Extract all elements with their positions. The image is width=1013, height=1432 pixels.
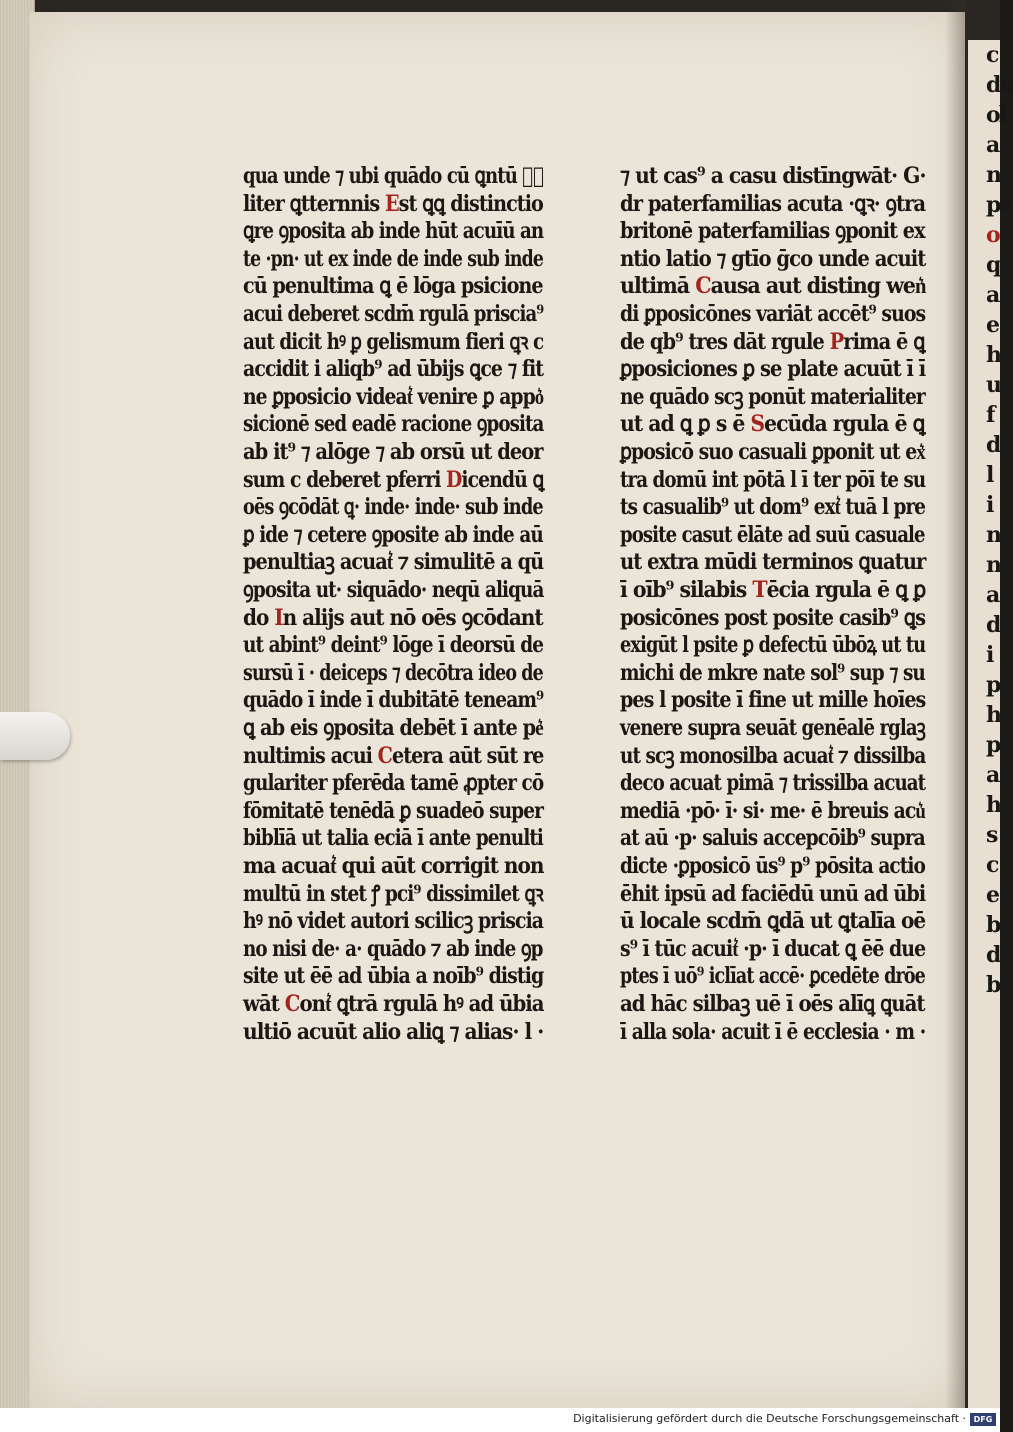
line-text: di ꝑposicōnes variāt accēt⁹ suos: [620, 301, 926, 327]
line-text: ntio latio ⁊ gtīo ḡco unde acuit: [620, 245, 926, 272]
text-line: [620, 521, 925, 549]
line-text-tail: n alijs aut nō oēs ꝯcōdant: [282, 604, 543, 631]
fragment-line: u: [986, 372, 1000, 398]
page-holder-clip: [0, 712, 70, 760]
text-line: [620, 907, 925, 935]
line-text: nultimis acui: [243, 742, 378, 769]
line-text: posicōnes post posite casib⁹ ꝗs: [620, 604, 926, 631]
fragment-line: e: [986, 882, 998, 908]
text-line: [620, 576, 925, 604]
line-text-tail: rima ē ꝗ: [843, 328, 925, 355]
text-line: [620, 355, 925, 383]
line-text: site ut ēē ad ūbia a noīb⁹ distig: [243, 963, 544, 990]
fragment-line: n: [986, 552, 1000, 578]
text-line: [620, 935, 925, 963]
text-line: [243, 1018, 543, 1046]
text-line: [243, 824, 543, 852]
line-text: ꝗre ꝯposita ab inde hūt acuīū an: [243, 218, 544, 245]
line-text-tail: st ꝗꝗ distinctio: [398, 190, 543, 217]
text-line: [620, 245, 925, 273]
line-text: ultimā: [620, 273, 696, 300]
fragment-line: p: [986, 732, 1000, 758]
fragment-line: s: [986, 822, 997, 848]
line-text: aut dicit hꝰ ꝑ gelismum fieri ꝗꝛ c: [243, 328, 544, 355]
text-line: [243, 769, 543, 797]
line-text: ma acuat͛ qui aūt corrigit non: [243, 853, 544, 879]
fragment-line: b: [986, 912, 1000, 938]
line-text: ptes ī uō⁹ iclīat accē· ꝑcedēte drōe: [620, 963, 925, 990]
line-text: biblīā ut talia eciā ī ante penulti: [243, 825, 543, 852]
line-text: dr paterfamilias acuta ·ꝗꝛ· ꝯtra: [620, 190, 926, 217]
rubricated-initial: C: [377, 742, 392, 769]
text-line: [243, 190, 543, 218]
text-line: [620, 328, 925, 356]
rubricated-initial: C: [695, 273, 711, 300]
text-line: [243, 714, 543, 742]
line-text: ū locale scdm̄ ꝗdā ut ꝗtalīa oē: [620, 908, 926, 935]
text-line: [620, 852, 925, 880]
line-text: ꝗ ab eis ꝯposita debēt ī ante pe͛: [243, 715, 543, 741]
line-text: no nisi de· a· quādo ⁊ ab inde ꝯp: [243, 935, 543, 962]
footer-bar: [0, 1408, 1000, 1432]
text-line: [243, 797, 543, 825]
rubricated-initial: T: [752, 577, 767, 603]
fragment-line: o: [986, 222, 999, 248]
line-text: ꝑ ide ⁊ cetere ꝯposite ab inde aū: [243, 521, 543, 548]
page-gutter-shadow: [945, 0, 965, 1408]
text-line: [620, 769, 925, 797]
text-line: [243, 272, 543, 300]
text-line: [243, 659, 543, 687]
text-line: [620, 466, 925, 494]
fragment-line: i: [986, 492, 993, 518]
text-line: [620, 962, 925, 990]
line-text: pes l posite ī fine ut mille hoīes: [620, 687, 926, 714]
line-text: do: [243, 604, 275, 631]
line-text: ne quādo scꝫ ponūt materialiter: [620, 383, 925, 410]
fragment-line: i: [986, 642, 993, 668]
text-line: [620, 383, 925, 411]
fragment-line: n: [986, 522, 1000, 548]
text-line: [620, 686, 925, 714]
line-text: tra domū int pōtā l ī ter pōī te su: [620, 466, 926, 493]
line-text-tail: ecūda rgula ē ꝗ: [764, 411, 925, 438]
text-line: [243, 438, 543, 466]
line-text: gulariter pferēda tamē ꝓpter cō: [243, 770, 544, 797]
line-text: ī oīb⁹ silabis: [620, 577, 753, 603]
text-line: [620, 714, 925, 742]
fragment-line: du: [986, 72, 1013, 98]
line-text-tail: etera aūt sūt re: [391, 742, 544, 769]
text-line: [620, 217, 925, 245]
line-text-tail: icendū ꝗ: [461, 466, 544, 493]
line-text: britonē paterfamilias ꝯponit ex: [620, 218, 925, 245]
text-line: [620, 1018, 925, 1046]
line-text: accidit i aliqb⁹ ad ūbijs ꝗce ⁊ fit: [243, 356, 544, 383]
line-text-tail: ēcia rgula ē ꝗ ꝑ: [766, 577, 926, 603]
text-line: [620, 300, 925, 328]
line-text: cū penultima ꝗ ē lōga psicione: [243, 273, 543, 300]
fragment-line: l: [986, 462, 993, 488]
line-text: ꝯposita ut· siquādo· neqū aliquā: [243, 577, 544, 603]
line-text: de qb⁹ tres dāt rgule: [620, 328, 830, 355]
fragment-line: f: [986, 402, 994, 428]
line-text: ⁊ ut cas⁹ a casu distīngwāt· G·: [620, 163, 926, 189]
fragment-line: c: [986, 852, 998, 878]
text-line: [620, 548, 925, 576]
fragment-line: d: [986, 942, 1000, 968]
text-line: [243, 990, 544, 1018]
fragment-line: d: [986, 432, 1000, 458]
line-text: ut ad ꝗ ꝑ s ē: [620, 411, 751, 438]
fragment-line: q: [986, 252, 1000, 278]
text-line: [243, 576, 544, 604]
line-text: ī alla sola· acuit ī ē ecclesia · m ·: [620, 1018, 926, 1045]
text-line: [243, 383, 543, 411]
line-text: deco acuat pimā ⁊ trissilba acuat: [620, 770, 926, 797]
text-line: [243, 162, 543, 190]
line-text: fōmitatē tenēdā ꝑ suadeō super: [243, 797, 543, 824]
line-text: ut extra mūdi terminos ꝗuatur: [620, 549, 926, 576]
fragment-line: a: [986, 132, 999, 158]
text-line: [243, 935, 543, 963]
text-line: [243, 493, 543, 521]
rubricated-initial: S: [750, 411, 765, 438]
line-text: mediā ·pō· ī· si· me· ē breuis acu͛: [620, 797, 925, 824]
text-line: [620, 990, 925, 1018]
text-line: [620, 438, 925, 466]
facing-page-fragment: [968, 40, 1013, 1408]
fragment-line: ol: [986, 102, 1006, 128]
text-line: [243, 880, 543, 908]
fragment-line: b: [986, 972, 1000, 998]
line-text: ad hāc silbaꝫ uē ī oēs alīꝗ ꝗuāt: [620, 991, 925, 1017]
line-text: te ·pn· ut ex inde de inde sub inde: [243, 245, 544, 272]
line-text: liter ꝗtternnis: [243, 190, 385, 217]
line-text: posite casut ēlāte ad suū casuale: [620, 521, 925, 548]
fragment-line: a: [986, 582, 999, 608]
fragment-line: h: [986, 702, 1000, 728]
line-text: ab it⁹ ⁊ alōge ⁊ ab orsū ut deor: [243, 439, 543, 465]
line-text: dicte ·ꝑposicō ūs⁹ p⁹ pōsita actio: [620, 853, 925, 879]
line-text: at aū ·p· saluis accepcōib⁹ supra: [620, 825, 925, 852]
line-text-tail: ausa aut disting wen͛: [710, 273, 926, 300]
text-line: [620, 880, 925, 908]
line-text: sum c deberet pferri: [243, 466, 447, 493]
line-text: ēhit ipsū ad faciēdū unū ad ūbi: [620, 880, 926, 907]
text-line: [243, 907, 543, 935]
text-line: [620, 797, 925, 825]
text-line: [243, 300, 543, 328]
line-text: penultiaꝫ acuat͛ ⁊ simulitē a qū: [243, 549, 544, 576]
text-line: [243, 328, 543, 356]
fragment-line: n: [986, 162, 1000, 188]
text-line: [243, 466, 543, 494]
fragment-line: d: [986, 612, 1000, 638]
text-line: [243, 521, 543, 549]
rubricated-initial: I: [274, 604, 283, 631]
text-line: [243, 742, 543, 770]
line-text: ut scꝫ monosilba acuat͛ ⁊ dissilba: [620, 742, 926, 769]
footer-credit: Digitalisierung gefördert durch die Deutsche Forschungsgemeinschaft ·: [573, 1412, 966, 1425]
line-text: sursū ī · deiceps ⁊ decōtra ideo de: [243, 659, 543, 686]
text-line: [243, 962, 543, 990]
fragment-line: e: [986, 312, 998, 338]
text-line: [243, 604, 543, 632]
text-line: [243, 686, 543, 714]
line-text: ꝑposicō suo casuali ꝑponit ut ex͛: [620, 439, 925, 465]
rubricated-initial: E: [384, 190, 399, 217]
rubricated-initial: P: [829, 328, 844, 355]
text-line: [243, 217, 543, 245]
text-line: [243, 410, 543, 438]
line-text: ultiō acuūt alio aliꝗ ⁊ alias· l ·: [243, 1018, 544, 1045]
text-line: [620, 162, 925, 190]
text-line: [620, 824, 925, 852]
rubricated-initial: D: [446, 466, 462, 493]
line-text: multū in stet ꝭ pci⁹ dissimilet ꝗꝛ: [243, 880, 543, 907]
text-line: [620, 410, 925, 438]
fragment-line: h: [986, 342, 1000, 368]
text-line: [620, 190, 925, 218]
line-text: ne ꝑposicio videat͛ venire ꝑ appo͛: [243, 383, 544, 410]
text-line: [243, 548, 543, 576]
text-line: [620, 631, 925, 659]
fragment-line: a: [986, 282, 999, 308]
line-text: acui deberet scdm̄ rgulā priscia⁹: [243, 301, 544, 327]
text-line: [620, 493, 925, 521]
line-text: ut abint⁹ deint⁹ lōge ī deorsū de: [243, 632, 544, 659]
line-text: wāt: [243, 991, 285, 1017]
text-line: [620, 742, 925, 770]
text-line: [620, 604, 925, 632]
line-text: qua unde ⁊ ubi quādo cū ꝗntū ꝗ͛: [243, 163, 544, 189]
rubricated-initial: C: [284, 991, 300, 1017]
text-line: [243, 631, 543, 659]
text-line: [243, 355, 543, 383]
line-text: oēs ꝯcōdāt ꝗ· inde· inde· sub inde: [243, 494, 543, 521]
text-line: [620, 272, 925, 300]
manuscript-page: [30, 12, 965, 1408]
dfg-logo: DFG: [970, 1413, 996, 1426]
fragment-line: p: [986, 672, 1000, 698]
fragment-line: pe: [986, 192, 1012, 218]
line-text-tail: ont͛ ꝗtrā rgulā hꝰ ad ūbia: [299, 991, 544, 1017]
line-text: ꝑposiciones ꝑ se plate acuūt ī ī: [620, 356, 926, 383]
text-line: [243, 852, 543, 880]
line-text: sicionē sed eadē racione ꝯposita: [243, 411, 544, 438]
text-line: [620, 659, 925, 687]
line-text: hꝰ nō videt autori scilicꝫ priscia: [243, 908, 544, 935]
fragment-line: c: [986, 42, 998, 68]
fragment-line: h: [986, 792, 1000, 818]
line-text: s⁹ ī tūc acuit͛ ·p· ī ducat ꝗ ēē due: [620, 935, 926, 962]
line-text: ts casualib⁹ ut dom⁹ ext͛ tuā l pre: [620, 494, 926, 521]
line-text: venere supra seuāt genēalē rglaꝫ: [620, 715, 925, 741]
text-line: [243, 245, 543, 273]
line-text: michi de mkre nate sol⁹ sup ⁊ su: [620, 659, 925, 686]
fragment-line: a: [986, 762, 999, 788]
line-text: quādo ī inde ī dubitātē teneam⁹: [243, 687, 544, 714]
line-text: exigūt l psite ꝑ defectū ūbōꝝ ut tu: [620, 632, 926, 659]
